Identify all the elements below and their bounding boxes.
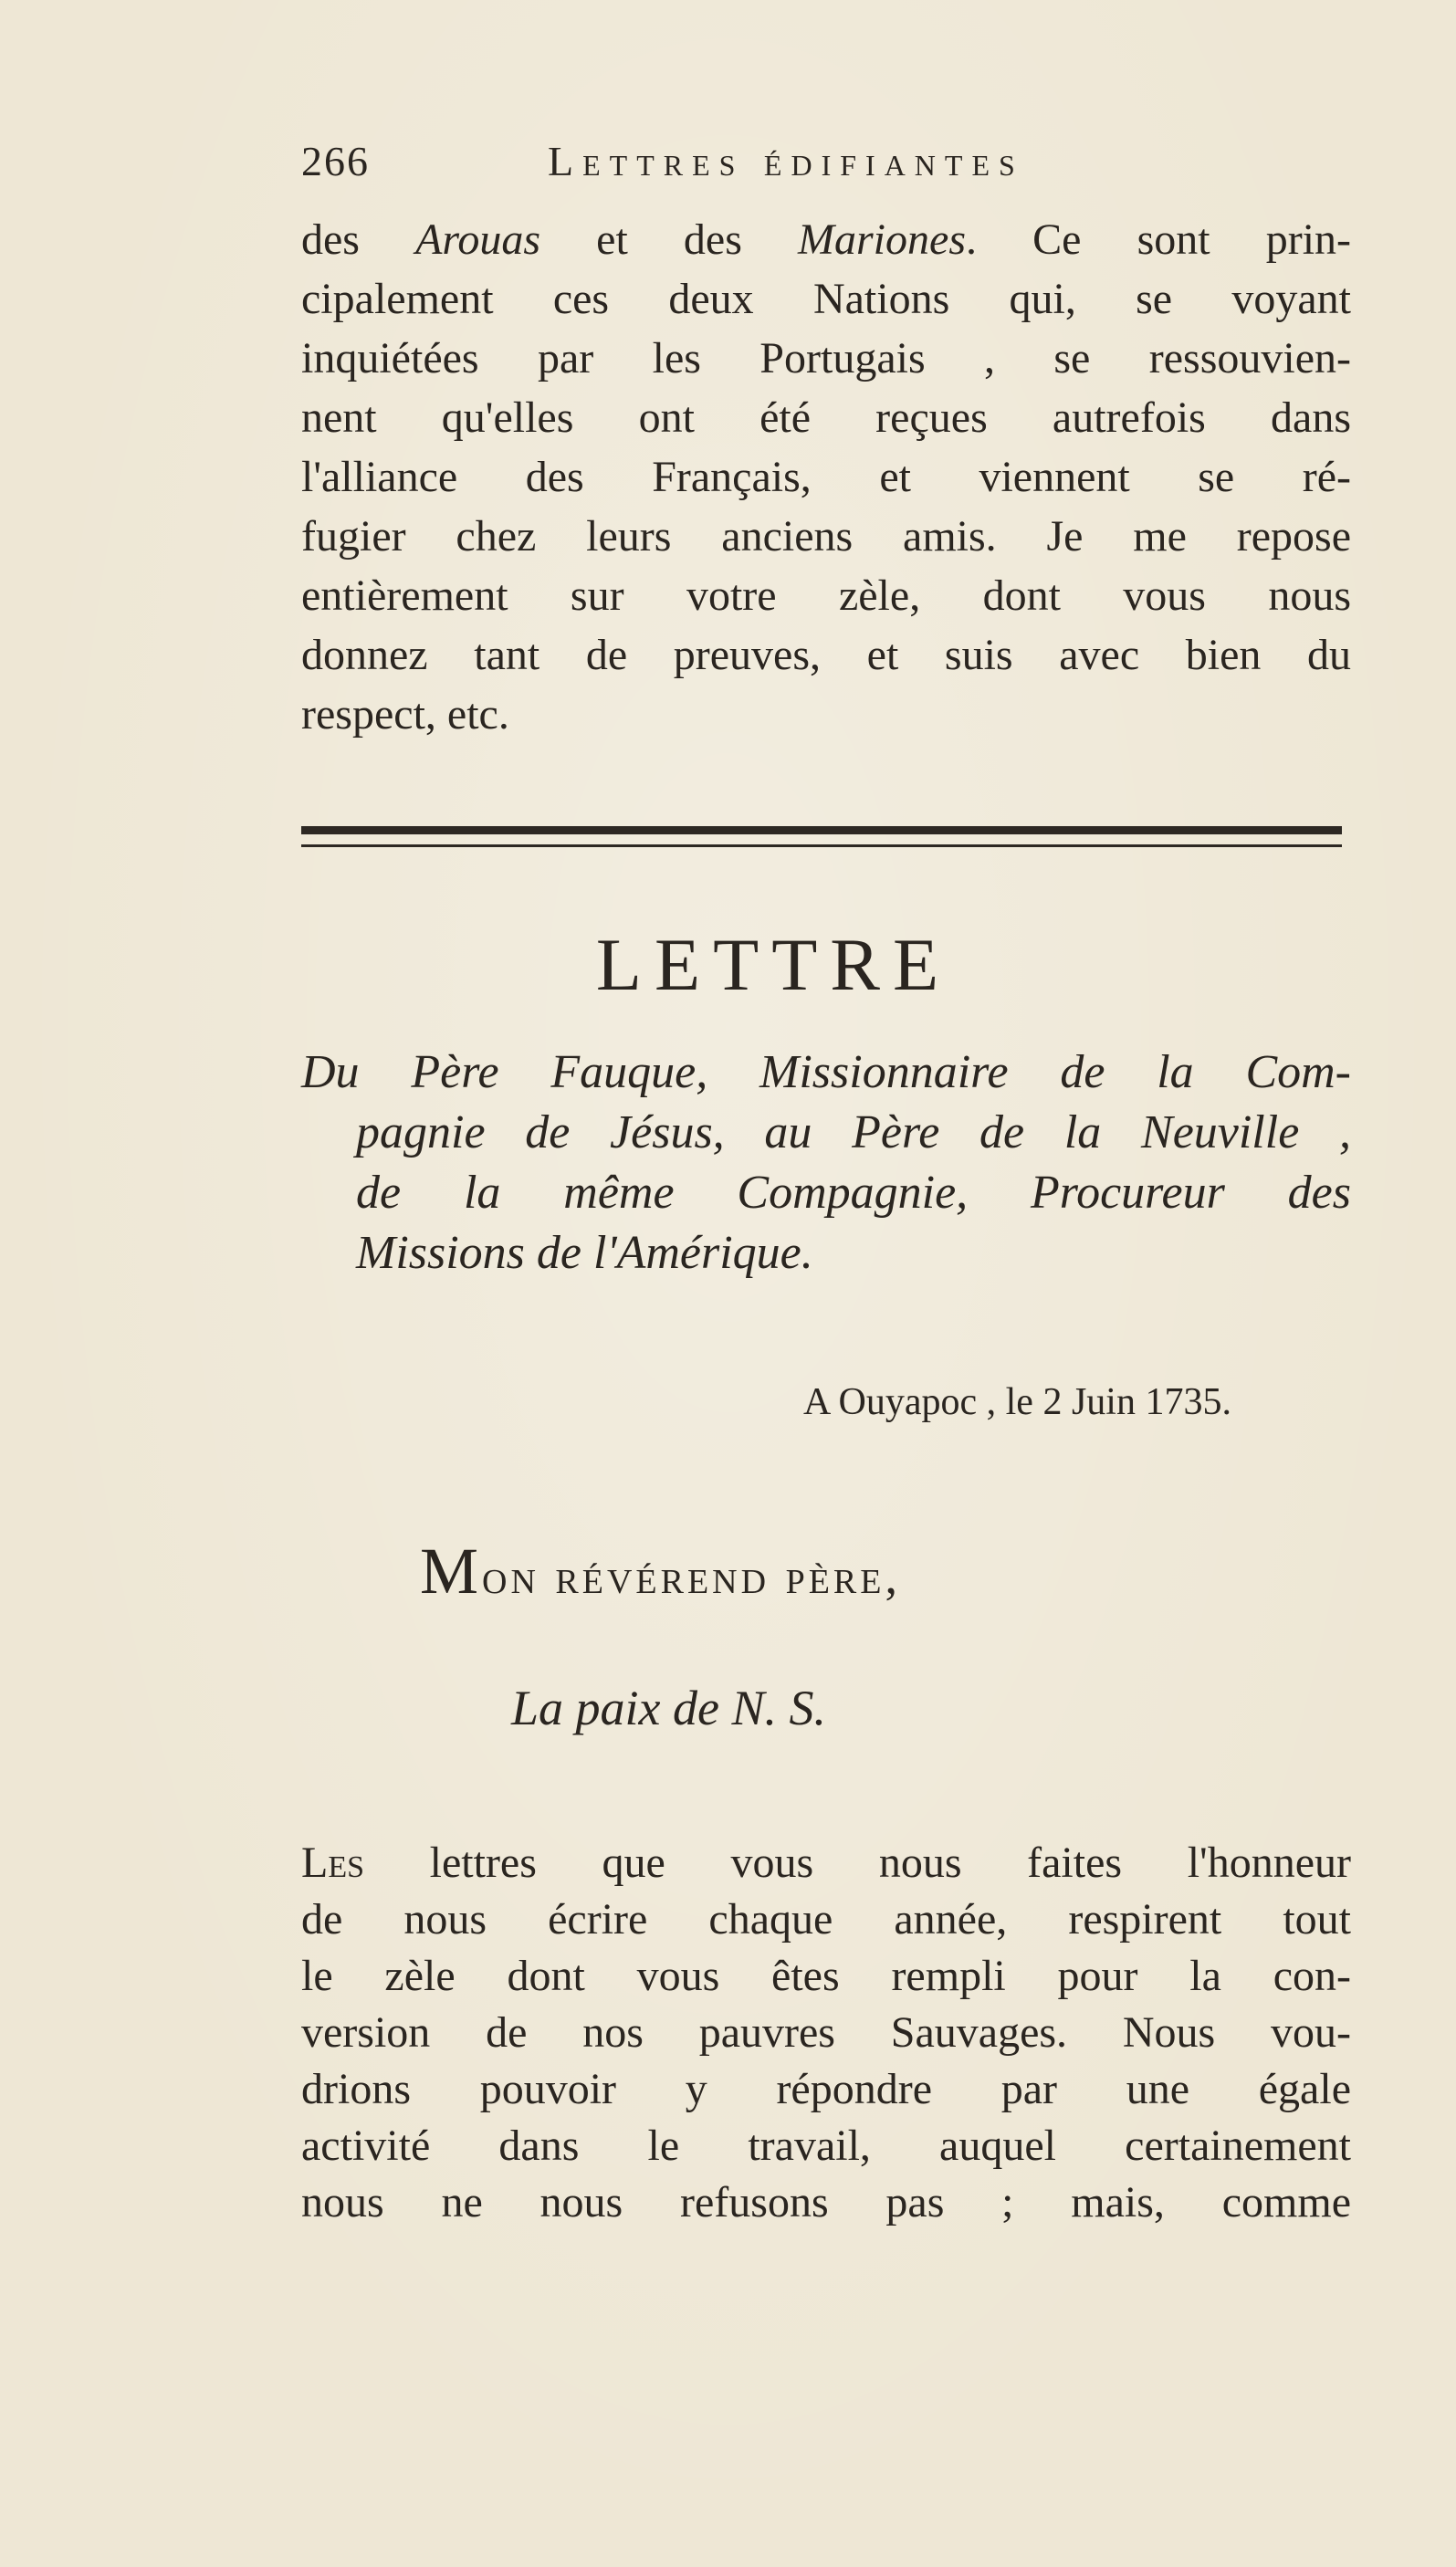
- opening-word: Les: [301, 1839, 364, 1887]
- text-run: . Ce sont prin-: [966, 215, 1352, 264]
- text-line: le zèle dont vous êtes rempli pour la con-: [301, 1952, 1351, 2000]
- text-run: et des: [540, 215, 799, 264]
- section-divider: [301, 826, 1342, 854]
- text-line: [301, 447, 1351, 507]
- subtitle-line: pagnie de Jésus, au Père de la Neuville ,: [356, 1106, 1351, 1158]
- running-head: [301, 137, 1214, 201]
- text-run: respect, etc.: [301, 690, 509, 739]
- letter-body-paragraph: [301, 1835, 1351, 2231]
- text-run: inquiétées par les Portugais , se ressouvien-: [301, 334, 1351, 382]
- text-line: drions pouvoir y répondre par une égale: [301, 2065, 1351, 2113]
- salutation-initial: M: [420, 1535, 483, 1608]
- text-line: [301, 625, 1351, 685]
- page-number: 266: [301, 138, 370, 184]
- divider-thin-rule: [301, 844, 1342, 847]
- text-line: version de nos pauvres Sauvages. Nous vou-: [301, 2008, 1351, 2057]
- text-line: [301, 210, 1351, 269]
- letter-greeting: La paix de N. S.: [511, 1681, 826, 1735]
- divider-thick-rule: [301, 826, 1342, 834]
- text-line: [301, 269, 1351, 329]
- text-run: nent qu'elles ont été reçues autrefois dans: [301, 393, 1351, 442]
- italic-name: Mariones: [798, 215, 966, 264]
- italic-name: Arouas: [415, 215, 541, 264]
- letter-salutation: [420, 1534, 901, 1609]
- text-line: [301, 1835, 1351, 1891]
- text-run: fugier chez leurs anciens amis. Je me repose: [301, 512, 1351, 561]
- running-title: Lettres édifiantes: [548, 138, 1024, 184]
- text-line: [301, 388, 1351, 447]
- text-line: de nous écrire chaque année, respirent tout: [301, 1895, 1351, 1944]
- text-line: [301, 685, 1351, 744]
- text-line: nous ne nous refusons pas ; mais, comme: [301, 2178, 1351, 2226]
- subtitle-line: de la même Compagnie, Procureur des: [356, 1167, 1351, 1219]
- text-run: cipalement ces deux Nations qui, se voyant: [301, 275, 1351, 323]
- subtitle-line: Du Père Fauque, Missionnaire de la Com-: [301, 1046, 1351, 1098]
- subtitle-line: Missions de l'Amérique.: [356, 1227, 813, 1279]
- text-run: des: [301, 215, 416, 264]
- text-run: entièrement sur votre zèle, dont vous nous: [301, 571, 1351, 620]
- letter-subtitle: [301, 1043, 1351, 1284]
- letter-heading: LETTRE: [595, 923, 952, 1006]
- text-run: lettres que vous nous faites l'honneur: [364, 1839, 1351, 1887]
- text-line: activité dans le travail, auquel certainement: [301, 2122, 1351, 2170]
- text-run: l'alliance des Français, et viennent se ré-: [301, 453, 1351, 501]
- continuation-paragraph: [301, 210, 1351, 744]
- letter-dateline: A Ouyapoc , le 2 Juin 1735.: [803, 1381, 1231, 1423]
- text-run: donnez tant de preuves, et suis avec bien du: [301, 631, 1351, 679]
- text-line: [301, 329, 1351, 388]
- salutation-rest: on révérend père,: [482, 1549, 901, 1604]
- text-line: [301, 566, 1351, 625]
- text-line: [301, 507, 1351, 566]
